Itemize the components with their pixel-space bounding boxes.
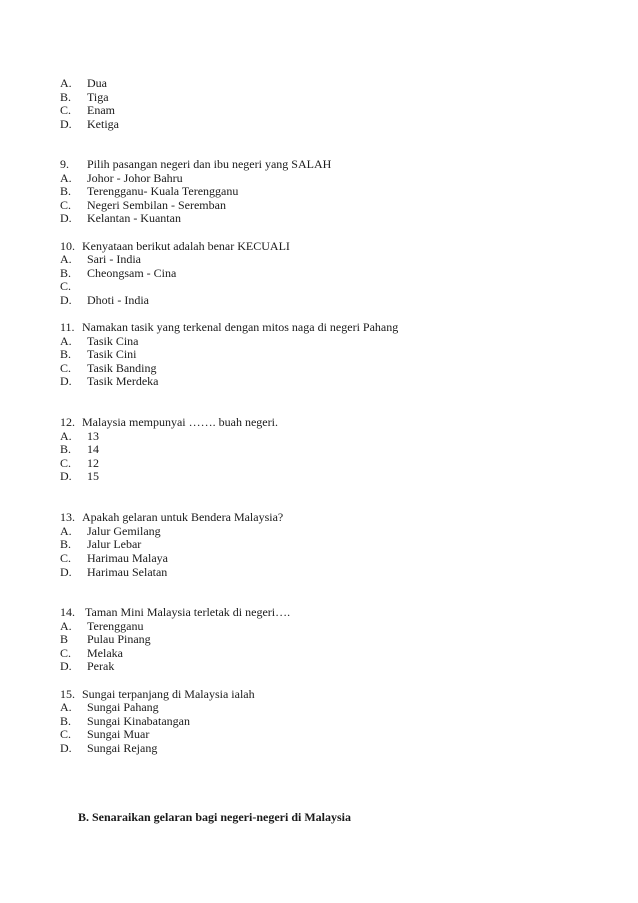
option-label: B.: [60, 537, 72, 551]
option-label: B: [60, 632, 69, 646]
option-label: A.: [60, 76, 72, 90]
option-label: B.: [60, 347, 72, 361]
option-text: Dhoti - India: [87, 293, 149, 307]
option-label: A.: [60, 171, 72, 185]
option-text: Tasik Merdeka: [87, 374, 159, 388]
option-text: Sungai Kinabatangan: [87, 714, 190, 728]
option-text: Jalur Gemilang: [87, 524, 161, 538]
question-number: 11.: [60, 320, 75, 334]
option-text: Tiga: [87, 90, 109, 104]
option-label: D.: [60, 117, 72, 131]
option-text: Terengganu: [87, 619, 144, 633]
option-text: Sungai Muar: [87, 727, 150, 741]
option-text: Ketiga: [87, 117, 119, 131]
option-text: Cheongsam - Cina: [87, 266, 177, 280]
question-number: 13.: [60, 510, 75, 524]
option-label: C.: [60, 456, 72, 470]
option-label: A.: [60, 619, 72, 633]
option-text: 15: [87, 469, 99, 483]
option-label: C.: [60, 361, 72, 375]
question-number: 15.: [60, 687, 75, 701]
option-label: C.: [60, 279, 72, 293]
option-text: 12: [87, 456, 99, 470]
question-text: Malaysia mempunyai ……. buah negeri.: [82, 415, 278, 429]
option-label: C.: [60, 727, 72, 741]
option-label: B.: [60, 714, 72, 728]
option-text: Negeri Sembilan - Seremban: [87, 198, 226, 212]
option-label: C.: [60, 198, 72, 212]
option-text: Sungai Pahang: [87, 700, 159, 714]
option-text: Pulau Pinang: [87, 632, 151, 646]
option-label: A.: [60, 252, 72, 266]
option-text: Johor - Johor Bahru: [87, 171, 183, 185]
option-text: Kelantan - Kuantan: [87, 211, 181, 225]
option-text: 14: [87, 442, 99, 456]
question-text: Sungai terpanjang di Malaysia ialah: [82, 687, 255, 701]
option-label: A.: [60, 334, 72, 348]
option-label: D.: [60, 659, 72, 673]
option-text: Sari - India: [87, 252, 141, 266]
option-text: Terengganu- Kuala Terengganu: [87, 184, 239, 198]
question-number: 12.: [60, 415, 75, 429]
option-label: D.: [60, 565, 72, 579]
option-text: 13: [87, 429, 99, 443]
option-text: Dua: [87, 76, 107, 90]
option-label: C.: [60, 646, 72, 660]
option-label: B.: [60, 184, 72, 198]
option-text: Melaka: [87, 646, 123, 660]
option-text: Sungai Rejang: [87, 741, 158, 755]
option-label: D.: [60, 293, 72, 307]
option-label: B.: [60, 442, 72, 456]
option-text: Jalur Lebar: [87, 537, 142, 551]
option-label: B.: [60, 266, 72, 280]
option-label: D.: [60, 469, 72, 483]
option-label: A.: [60, 524, 72, 538]
option-text: Harimau Malaya: [87, 551, 168, 565]
question-text: Namakan tasik yang terkenal dengan mitos naga di negeri Pahang: [82, 320, 399, 334]
option-text: Tasik Banding: [87, 361, 157, 375]
option-label: D.: [60, 374, 72, 388]
option-label: A.: [60, 429, 72, 443]
option-text: Tasik Cina: [87, 334, 139, 348]
section-b-heading: B. Senaraikan gelaran bagi negeri-negeri di Malaysia: [78, 810, 351, 824]
question-text: Kenyataan berikut adalah benar KECUALI: [82, 239, 290, 253]
question-number: 9.: [60, 157, 69, 171]
option-text: Enam: [87, 103, 115, 117]
question-text: Taman Mini Malaysia terletak di negeri….: [85, 605, 291, 619]
question-text: Pilih pasangan negeri dan ibu negeri yang SALAH: [87, 157, 332, 171]
option-label: A.: [60, 700, 72, 714]
question-number: 10.: [60, 239, 75, 253]
option-label: C.: [60, 103, 72, 117]
option-text: Tasik Cini: [87, 347, 137, 361]
option-label: C.: [60, 551, 72, 565]
option-text: Harimau Selatan: [87, 565, 168, 579]
option-label: D.: [60, 741, 72, 755]
option-label: B.: [60, 90, 72, 104]
question-number: 14.: [60, 605, 75, 619]
option-text: Perak: [87, 659, 115, 673]
option-label: D.: [60, 211, 72, 225]
question-text: Apakah gelaran untuk Bendera Malaysia?: [82, 510, 284, 524]
